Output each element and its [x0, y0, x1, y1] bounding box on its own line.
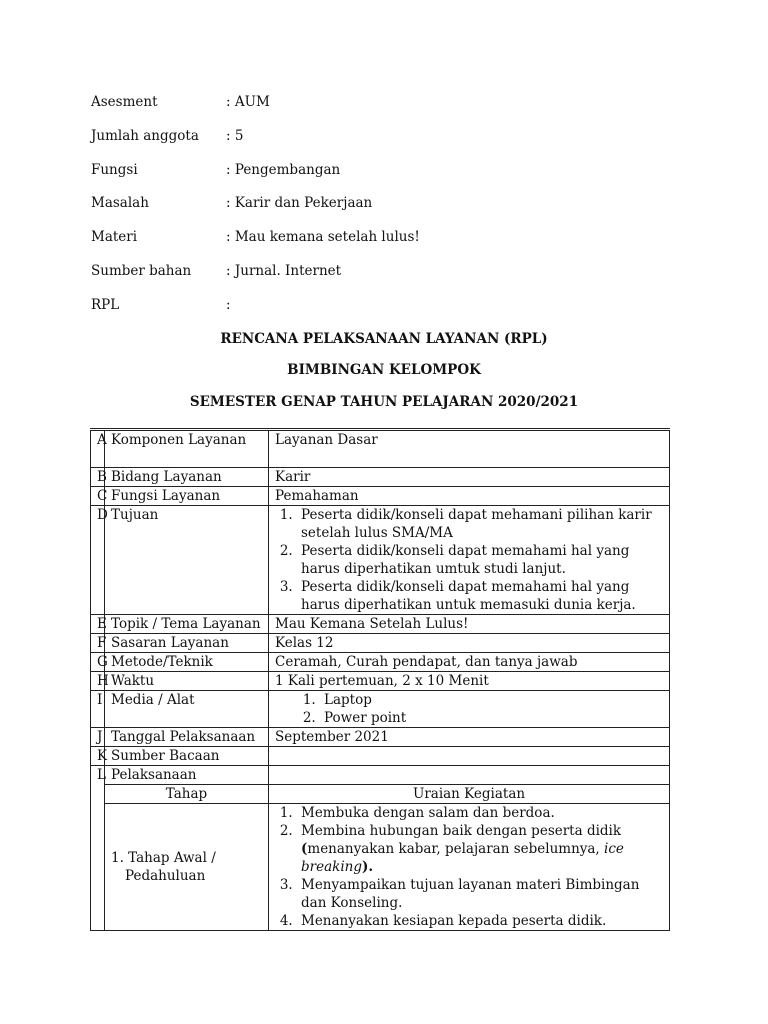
table-row: [91, 653, 670, 672]
row-label: Sasaran Layanan: [105, 634, 269, 653]
row-code: J: [91, 728, 105, 747]
info-label: Materi: [91, 229, 138, 246]
row-label: Topik / Tema Layanan: [105, 615, 269, 634]
info-row-jumlah-anggota: [91, 126, 420, 160]
row-label: Bidang Layanan: [105, 468, 269, 487]
info-row-fungsi: [91, 160, 420, 194]
info-value: : Mau kemana setelah lulus!: [226, 229, 420, 246]
info-row-sumber-bahan: [91, 261, 420, 295]
list-item: 1. Peserta didik/konseli dapat mehamani pilihan karir setelah lulus SMA/MA: [297, 506, 663, 542]
tahap-name-line: Pedahuluan: [125, 868, 206, 884]
info-block: [91, 92, 420, 329]
rpl-table: [90, 428, 670, 931]
row-code: B: [91, 468, 105, 487]
row-code: A: [91, 430, 105, 468]
row-value: [269, 747, 670, 766]
row-value: Ceramah, Curah pendapat, dan tanya jawab: [269, 653, 670, 672]
info-row-masalah: [91, 193, 420, 227]
row-code: F: [91, 634, 105, 653]
info-value: : AUM: [226, 94, 270, 110]
table-row: [91, 468, 670, 487]
list-item: 2. Power point: [320, 709, 663, 727]
info-value: : 5: [226, 127, 244, 144]
list-item: [297, 822, 663, 876]
table-row: [91, 430, 670, 468]
info-label: Asesment: [91, 94, 158, 110]
list-item: 4. Menanyakan kesiapan kepada peserta didik.: [297, 912, 663, 930]
row-label: Komponen Layanan: [105, 430, 269, 468]
table-row: [91, 615, 670, 634]
item-text: ).: [361, 859, 374, 875]
table-row: [91, 785, 670, 804]
kegiatan-list: [275, 804, 663, 930]
list-item: 3. Peserta didik/konseli dapat memahami hal yang harus diperhatikan untuk memasuki dunia kerja.: [297, 578, 663, 614]
row-label: Tanggal Pelaksanaan: [105, 728, 269, 747]
row-code: I: [91, 691, 105, 728]
row-code: G: [91, 653, 105, 672]
row-label: Pelaksanaan: [105, 766, 269, 785]
row-value: Layanan Dasar: [269, 430, 670, 468]
tahap-name: [105, 804, 269, 931]
info-label: Masalah: [91, 195, 149, 212]
row-code: K: [91, 747, 105, 766]
table-row: [91, 634, 670, 653]
row-value: September 2021: [269, 728, 670, 747]
info-value: :: [226, 296, 231, 313]
list-item: 3. Menyampaikan tujuan layanan materi Bimbingan dan Konseling.: [297, 876, 663, 912]
row-label: Sumber Bacaan: [105, 747, 269, 766]
list-item: 1. Laptop: [320, 691, 663, 709]
row-value: Kelas 12: [269, 634, 670, 653]
row-label: Waktu: [105, 672, 269, 691]
media-list: [275, 691, 663, 727]
table-row: [91, 804, 670, 931]
info-label: Jumlah anggota: [91, 127, 199, 144]
uraian-header: Uraian Kegiatan: [269, 785, 670, 804]
table-row: [91, 672, 670, 691]
item-text: menanyakan kabar, pelajaran sebelumnya,: [307, 841, 605, 857]
row-code: H: [91, 672, 105, 691]
tahap-header: Tahap: [105, 785, 269, 804]
table-row: [91, 766, 670, 785]
row-value: Mau Kemana Setelah Lulus!: [269, 615, 670, 634]
info-row-asesment: [91, 92, 420, 126]
table-row: [91, 487, 670, 506]
info-label: Sumber bahan: [91, 262, 192, 279]
info-label: Fungsi: [91, 161, 138, 178]
row-label: Media / Alat: [105, 691, 269, 728]
info-value: : Pengembangan: [226, 161, 341, 178]
list-item: 1. Membuka dengan salam dan berdoa.: [297, 804, 663, 822]
table-row: [91, 747, 670, 766]
row-label: Fungsi Layanan: [105, 487, 269, 506]
info-row-materi: [91, 227, 420, 261]
row-value: 1 Kali pertemuan, 2 x 10 Menit: [269, 672, 670, 691]
list-item: 2. Peserta didik/konseli dapat memahami hal yang harus diperhatikan umtuk studi lanjut.: [297, 542, 663, 578]
row-value: [269, 691, 670, 728]
row-value: [269, 506, 670, 615]
document-semester: SEMESTER GENAP TAHUN PELAJARAN 2020/2021: [189, 394, 579, 410]
row-label: Metode/Teknik: [105, 653, 269, 672]
table-row: [91, 506, 670, 615]
document-title: RENCANA PELAKSANAAN LAYANAN (RPL): [220, 331, 548, 347]
uraian-kegiatan: [269, 804, 670, 931]
document-subtitle: BIMBINGAN KELOMPOK: [287, 362, 481, 378]
table-row: [91, 691, 670, 728]
info-label: RPL: [91, 296, 120, 313]
item-text: (: [301, 841, 308, 857]
info-row-rpl: [91, 295, 420, 329]
row-value: Pemahaman: [269, 487, 670, 506]
row-value: Karir: [269, 468, 670, 487]
row-code: D: [91, 506, 105, 615]
info-value: : Karir dan Pekerjaan: [226, 195, 373, 212]
tahap-name-line: 1. Tahap Awal /: [111, 850, 216, 866]
tujuan-list: [275, 506, 663, 614]
item-text: Membina hubungan baik dengan peserta didik: [301, 823, 622, 839]
row-code: E: [91, 615, 105, 634]
row-value: [269, 766, 670, 785]
row-label: Tujuan: [105, 506, 269, 615]
table-row: [91, 728, 670, 747]
info-value: : Jurnal. Internet: [226, 262, 342, 279]
item-text: ice breaking: [301, 841, 624, 875]
row-code: L: [91, 766, 105, 931]
row-code: C: [91, 487, 105, 506]
